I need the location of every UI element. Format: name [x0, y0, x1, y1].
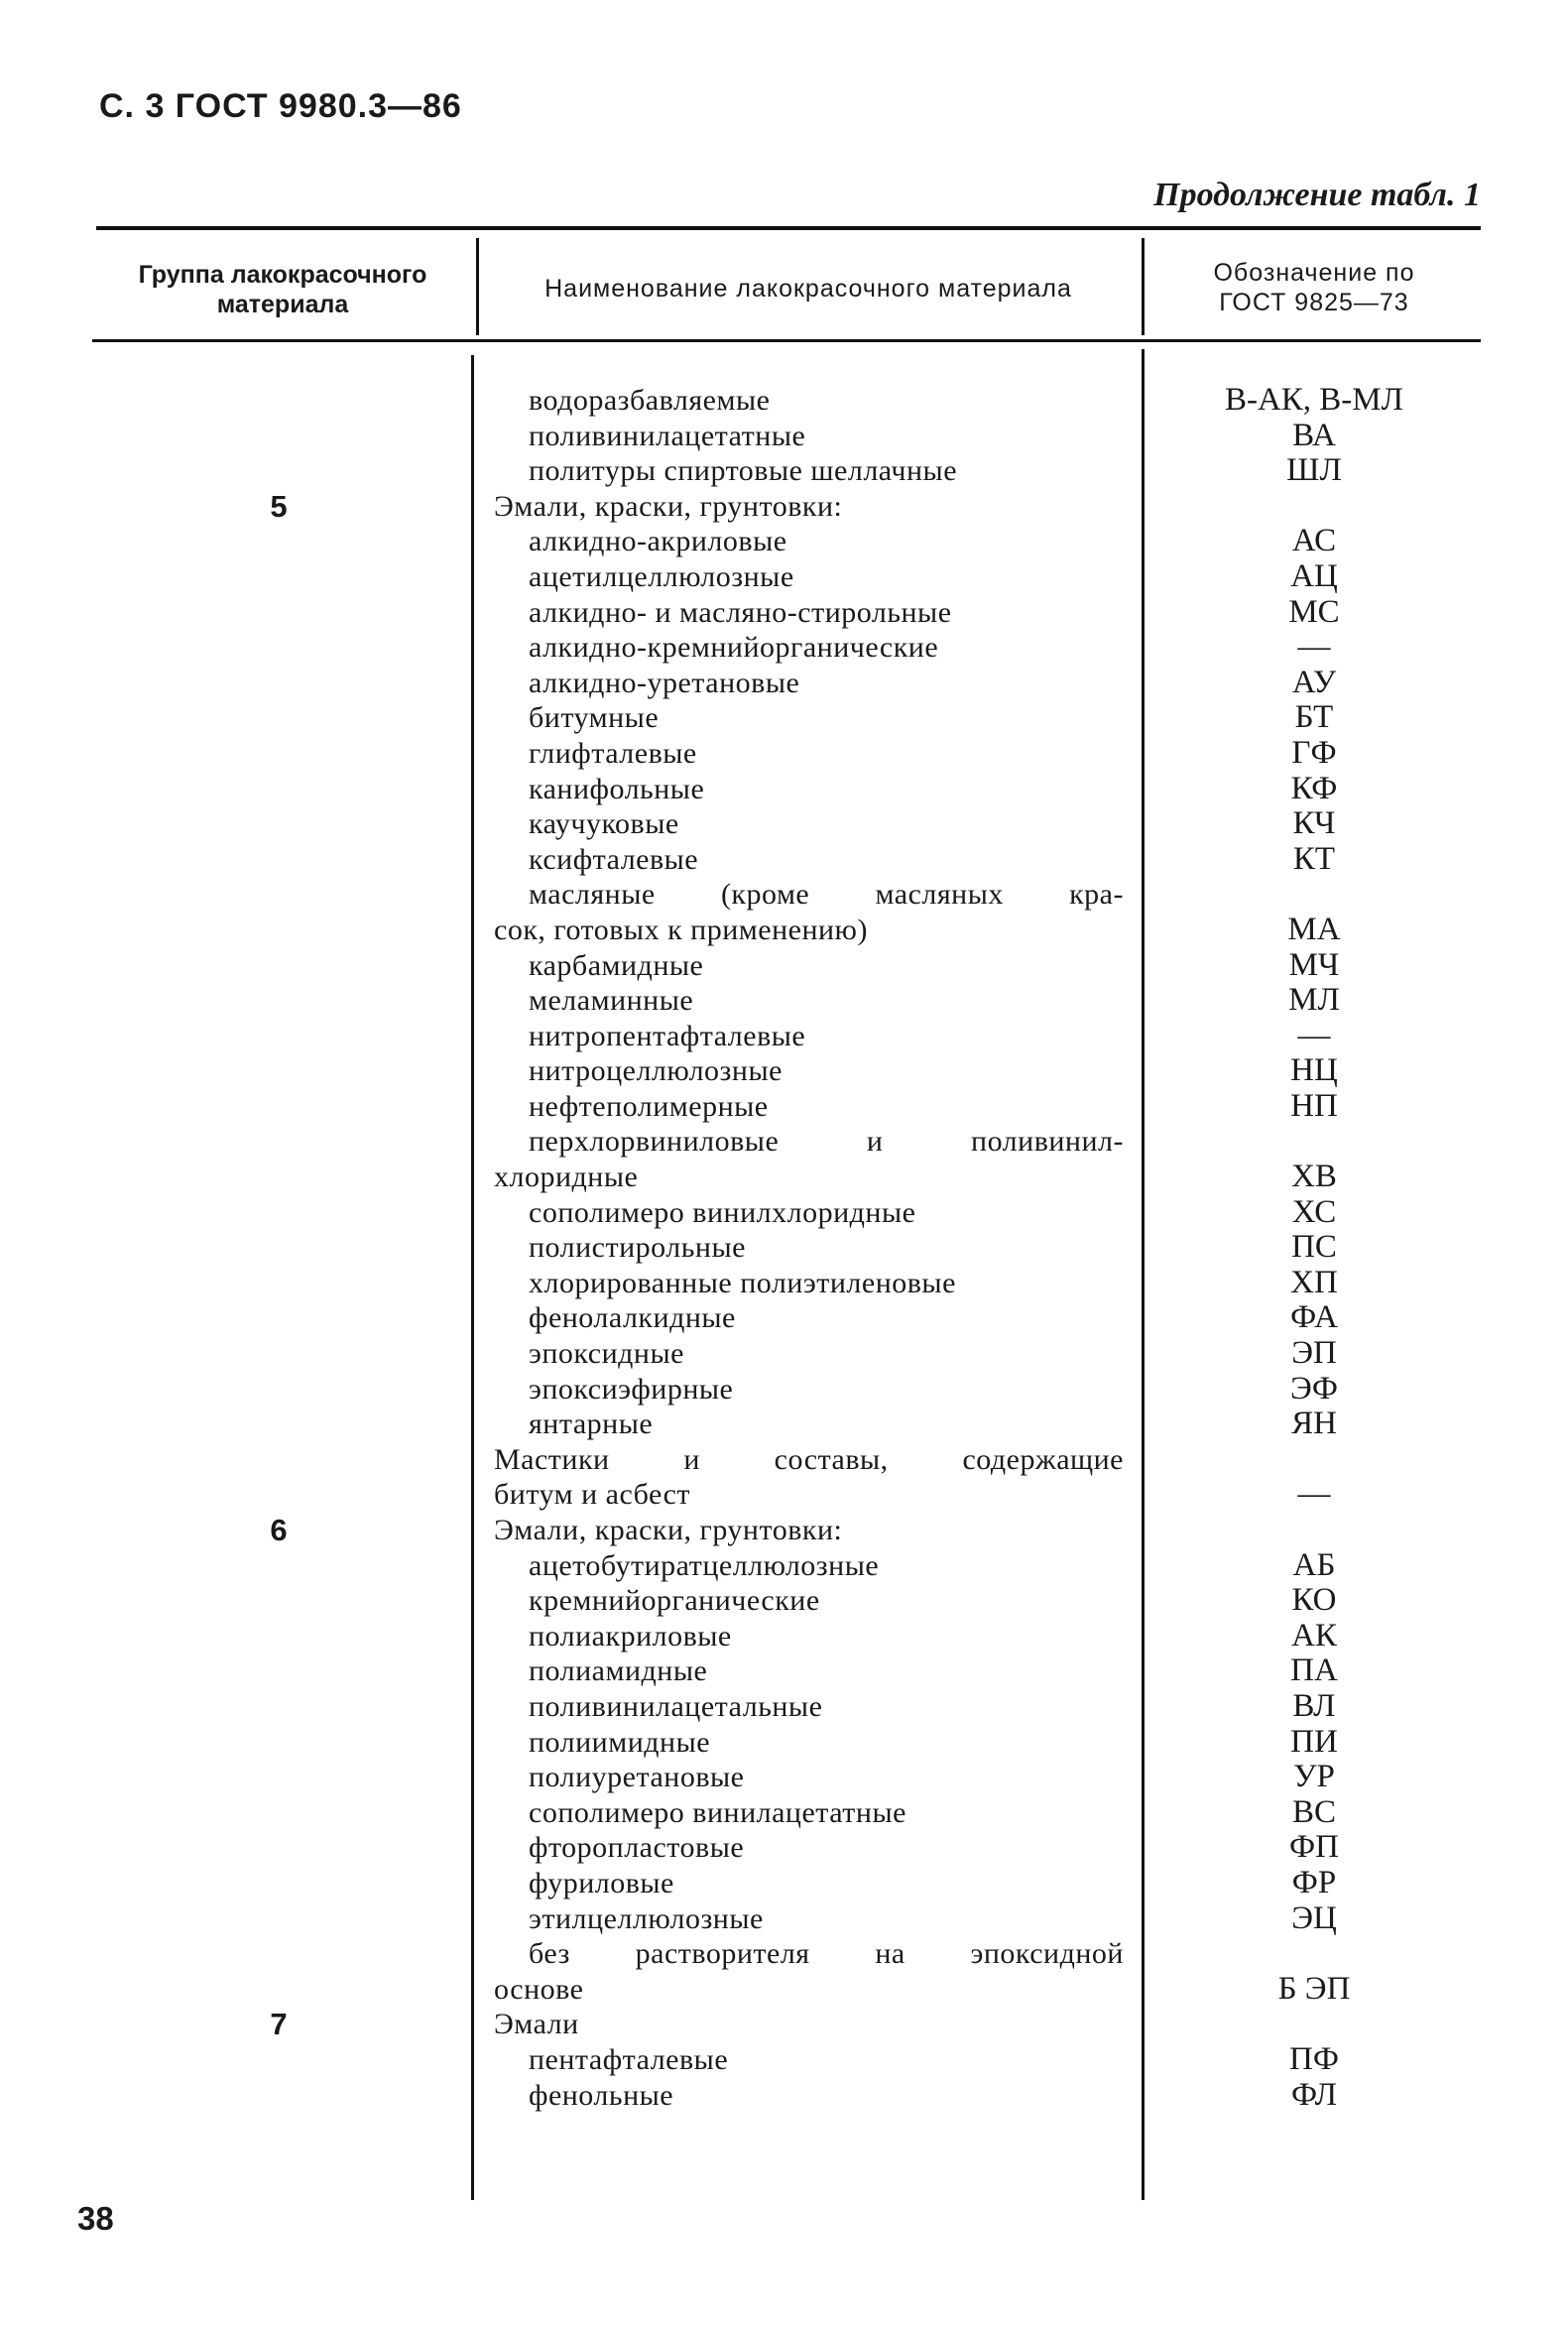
table-row	[0, 1336, 1568, 1372]
table-row	[0, 1725, 1568, 1761]
row-material-name: ацетилцеллюлозные	[529, 559, 794, 593]
row-material-name: поливинилацетальные	[529, 1689, 823, 1723]
table-row	[0, 489, 1568, 525]
row-material-name: поливинилацетатные	[529, 419, 806, 452]
row-material-name: политуры спиртовые шеллачные	[529, 454, 958, 488]
header-bottom-rule	[92, 339, 1481, 342]
table-row	[0, 1901, 1568, 1937]
row-material-name: сополимеро винилацетатные	[529, 1795, 906, 1829]
row-material-name: основе	[494, 1972, 584, 2006]
table-row	[0, 736, 1568, 772]
row-material-name: Мастики и составы, содержащие	[494, 1442, 1124, 1476]
row-material-name: ксифталевые	[529, 842, 699, 876]
row-material-name: Эмали, краски, грунтовки:	[494, 489, 843, 523]
row-material-name: полистирольные	[529, 1231, 746, 1265]
row-material-name: хлорированные полиэтиленовые	[529, 1266, 956, 1299]
row-material-name: полиамидные	[529, 1654, 708, 1688]
row-material-name: битумные	[529, 701, 660, 735]
column-header-group-line2: материала	[216, 291, 349, 318]
table-row	[0, 630, 1568, 666]
row-material-name: фенолалкидные	[529, 1301, 736, 1335]
row-designation-code: МС	[1288, 593, 1340, 630]
row-material-name: фуриловые	[529, 1866, 674, 1899]
table-row	[0, 842, 1568, 878]
row-material-name: алкидно-уретановые	[529, 666, 800, 699]
row-designation-code: АУ	[1291, 664, 1337, 700]
column-header-group-line1: Группа лакокрасочного	[138, 261, 427, 289]
row-designation-code: ВЛ	[1292, 1687, 1336, 1724]
table-row	[0, 1936, 1568, 1972]
row-material-name: полиуретановые	[529, 1761, 745, 1794]
row-designation-code: ПА	[1290, 1653, 1338, 1689]
row-material-name: битум и асбест	[494, 1478, 691, 1512]
table-row	[0, 1442, 1568, 1478]
column-header-code	[1155, 258, 1473, 317]
row-material-name: полиакриловые	[529, 1619, 732, 1653]
row-designation-code: —	[1297, 1017, 1331, 1053]
row-designation-code: —	[1297, 629, 1331, 666]
row-material-name: перхлорвиниловые и поливинил-	[529, 1125, 1124, 1159]
row-designation-code: ЯН	[1291, 1406, 1337, 1442]
table-top-rule	[96, 226, 1481, 230]
column-header-code-line2: ГОСТ 9825—73	[1219, 289, 1409, 316]
table-row	[0, 1124, 1568, 1160]
table-row	[0, 2007, 1568, 2042]
row-material-name: сополимеро винилхлоридные	[529, 1195, 916, 1229]
table-row	[0, 1230, 1568, 1266]
row-designation-code: ХП	[1290, 1264, 1338, 1300]
row-material-name: алкидно-акриловые	[529, 525, 787, 558]
row-group-number: 7	[270, 2007, 288, 2042]
table-row	[0, 595, 1568, 631]
row-material-name: алкидно- и масляно-стирольные	[529, 595, 952, 629]
table-row	[0, 806, 1568, 842]
table-row	[0, 1653, 1568, 1689]
row-material-name: этилцеллюлозные	[529, 1901, 764, 1935]
row-designation-code: КЧ	[1292, 805, 1336, 842]
column-header-name: Наименование лакокрасочного материала	[544, 275, 1072, 303]
table-row	[0, 1089, 1568, 1125]
table-row	[0, 1053, 1568, 1089]
table-row	[0, 1795, 1568, 1831]
table-row	[0, 453, 1568, 489]
table-row	[0, 419, 1568, 454]
row-material-name: глифталевые	[529, 736, 697, 770]
row-designation-code: ХВ	[1291, 1159, 1337, 1195]
row-material-name: алкидно-кремнийорганические	[529, 631, 939, 665]
row-material-name: ацетобутиратцеллюлозные	[529, 1548, 880, 1582]
table-row	[0, 1195, 1568, 1231]
table-row	[0, 1266, 1568, 1301]
row-material-name: хлоридные	[494, 1161, 639, 1194]
table-row	[0, 877, 1568, 913]
row-designation-code: ГФ	[1291, 734, 1337, 771]
row-designation-code: В-АК, В-МЛ	[1224, 382, 1404, 418]
table-row	[0, 1300, 1568, 1336]
table-row	[0, 700, 1568, 736]
row-designation-code: —	[1297, 1476, 1331, 1513]
table-row	[0, 913, 1568, 948]
row-material-name: карбамидные	[529, 948, 704, 982]
row-designation-code: АК	[1291, 1617, 1337, 1653]
row-designation-code: ПИ	[1290, 1723, 1338, 1760]
table-row	[0, 1160, 1568, 1195]
row-designation-code: ЭП	[1291, 1335, 1337, 1372]
row-material-name: фторопластовые	[529, 1831, 745, 1865]
row-designation-code: ЭЦ	[1291, 1899, 1337, 1936]
table-row	[0, 1548, 1568, 1584]
table-row	[0, 524, 1568, 559]
row-material-name: янтарные	[529, 1408, 654, 1441]
table-row	[0, 1689, 1568, 1725]
table-row	[0, 383, 1568, 419]
row-designation-code: ПС	[1291, 1229, 1337, 1266]
document-header: С. 3 ГОСТ 9980.3—86	[99, 87, 462, 125]
row-material-name: меламинные	[529, 984, 694, 1018]
row-designation-code: ПФ	[1289, 2040, 1339, 2077]
row-material-name: эпоксидные	[529, 1337, 684, 1371]
table-row	[0, 2042, 1568, 2078]
table-row	[0, 948, 1568, 984]
row-designation-code: МА	[1287, 911, 1341, 947]
column-header-code-line1: Обозначение по	[1213, 259, 1415, 287]
row-designation-code: ФР	[1291, 1864, 1337, 1900]
table-row	[0, 1972, 1568, 2008]
row-designation-code: ХС	[1291, 1193, 1337, 1230]
row-group-number: 6	[270, 1513, 288, 1547]
row-material-name: нитропентафталевые	[529, 1019, 806, 1052]
row-designation-code: АЦ	[1290, 557, 1338, 594]
table-body	[0, 383, 1568, 2113]
column-divider	[476, 238, 479, 335]
table-row	[0, 1372, 1568, 1408]
row-material-name: пентафталевые	[529, 2042, 729, 2076]
row-designation-code: МЧ	[1288, 946, 1340, 983]
table-row	[0, 2078, 1568, 2114]
row-designation-code: УР	[1293, 1759, 1335, 1795]
table-row	[0, 1019, 1568, 1054]
table-row	[0, 1866, 1568, 1901]
row-designation-code: ФЛ	[1291, 2076, 1337, 2113]
table-row	[0, 772, 1568, 807]
row-designation-code: ЭФ	[1289, 1370, 1339, 1407]
row-material-name: эпоксиэфирные	[529, 1372, 734, 1406]
table-row	[0, 1760, 1568, 1795]
row-material-name: без растворителя на эпоксидной	[529, 1937, 1124, 1971]
row-designation-code: БТ	[1294, 699, 1334, 736]
table-row	[0, 666, 1568, 701]
row-material-name: сок, готовых к применению)	[494, 913, 868, 946]
column-header-group	[99, 260, 466, 319]
row-designation-code: КО	[1291, 1582, 1337, 1619]
row-designation-code: НП	[1290, 1087, 1338, 1124]
row-designation-code: КФ	[1290, 770, 1338, 806]
row-material-name: нитроцеллюлозные	[529, 1054, 783, 1088]
row-material-name: Эмали, краски, грунтовки:	[494, 1514, 843, 1546]
row-material-name: масляные (кроме масляных кра-	[529, 878, 1124, 912]
table-row	[0, 1619, 1568, 1654]
column-divider	[1142, 238, 1145, 335]
row-material-name: канифольные	[529, 772, 705, 805]
row-designation-code: ВС	[1291, 1793, 1337, 1830]
table-row	[0, 1583, 1568, 1619]
table-row	[0, 559, 1568, 595]
row-material-name: каучуковые	[529, 807, 679, 841]
page-number: 38	[77, 2200, 114, 2237]
row-material-name: фенольные	[529, 2078, 674, 2112]
row-material-name: нефтеполимерные	[529, 1089, 769, 1123]
row-material-name: Эмали	[494, 2008, 579, 2041]
row-designation-code: ФП	[1289, 1829, 1339, 1866]
row-designation-code: ШЛ	[1286, 452, 1342, 489]
row-material-name: кремнийорганические	[529, 1584, 820, 1618]
table-row	[0, 1830, 1568, 1866]
row-material-name: водоразбавляемые	[529, 384, 771, 417]
row-group-number: 5	[270, 488, 288, 524]
row-designation-code: ВА	[1292, 417, 1336, 453]
table-row	[0, 983, 1568, 1019]
table-continuation-label: Продолжение табл. 1	[1153, 177, 1481, 213]
table-row	[0, 1407, 1568, 1442]
row-designation-code: АБ	[1292, 1546, 1336, 1583]
table-row	[0, 1513, 1568, 1548]
row-material-name: полиимидные	[529, 1725, 711, 1759]
row-designation-code: Б ЭП	[1277, 1970, 1351, 2007]
row-designation-code: ФА	[1290, 1299, 1338, 1336]
row-designation-code: МЛ	[1288, 982, 1340, 1019]
row-designation-code: КТ	[1292, 840, 1336, 877]
row-designation-code: АС	[1291, 523, 1337, 559]
row-designation-code: НЦ	[1290, 1052, 1338, 1089]
table-row	[0, 1477, 1568, 1513]
